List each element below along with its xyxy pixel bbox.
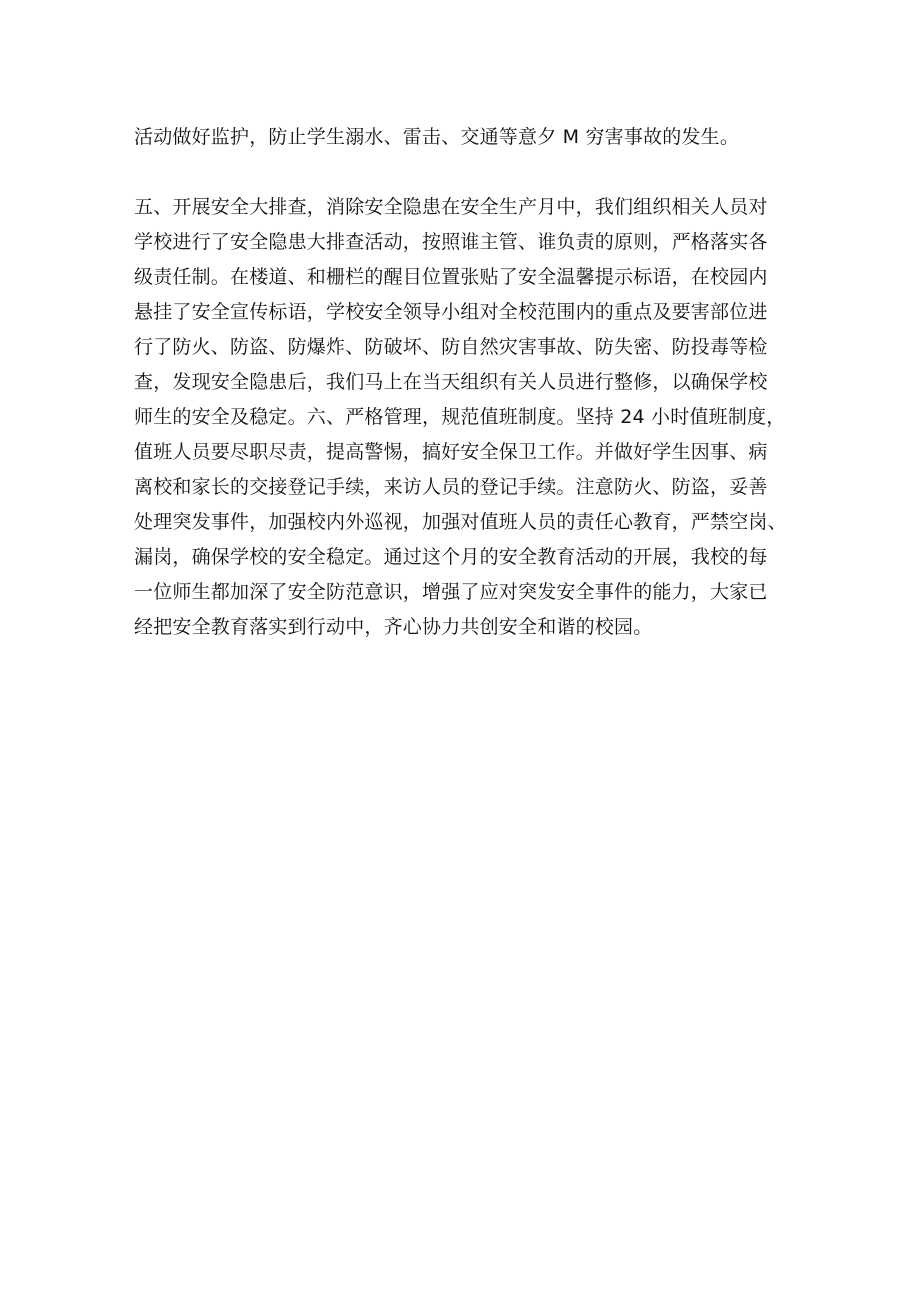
paragraph-line: 查，发现安全隐患后，我们马上在当天组织有关人员进行整修，以确保学校 xyxy=(134,371,768,393)
paragraph-line: 处理突发事件，加强校内外巡视，加强对值班人员的责任心教育，严禁空岗、 xyxy=(134,511,787,533)
paragraph-line: 行了防火、防盗、防爆炸、防破坏、防自然灾害事故、防失密、防投毒等检 xyxy=(134,336,768,358)
paragraph-line: 学校进行了安全隐患大排查活动，按照谁主管、谁负责的原则，严格落实各 xyxy=(134,231,768,253)
paragraph-2 xyxy=(134,190,794,645)
paragraph-line: 离校和家长的交接登记手续，来访人员的登记手续。注意防火、防盗，妥善 xyxy=(134,476,768,498)
paragraph-line: 悬挂了安全宣传标语，学校安全领导小组对全校范围内的重点及要害部位进 xyxy=(134,301,768,323)
paragraph-line: 漏岗，确保学校的安全稳定。通过这个月的安全教育活动的开展，我校的每 xyxy=(134,546,768,568)
paragraph-line: 活动做好监护，防止学生溺水、雷击、交通等意夕 M 穷害事故的发生。 xyxy=(134,126,740,148)
paragraph-line: 经把安全教育落实到行动中，齐心协力共创安全和谐的校园。 xyxy=(134,616,653,638)
paragraph-line: 级责任制。在楼道、和栅栏的醒目位置张贴了安全温馨提示标语，在校园内 xyxy=(134,266,768,288)
paragraph-line: 值班人员要尽职尽责，提高警惕，搞好安全保卫工作。并做好学生因事、病 xyxy=(134,441,768,463)
paragraph-1 xyxy=(134,120,794,155)
paragraph-line: 师生的安全及稳定。六、严格管理，规范值班制度。坚持 24 小时值班制度， xyxy=(134,406,786,428)
paragraph-line: 五、开展安全大排查，消除安全隐患在安全生产月中，我们组织相关人员对 xyxy=(134,196,768,218)
paragraph-line: 一位师生都加深了安全防范意识，增强了应对突发安全事件的能力，大家已 xyxy=(134,581,768,603)
